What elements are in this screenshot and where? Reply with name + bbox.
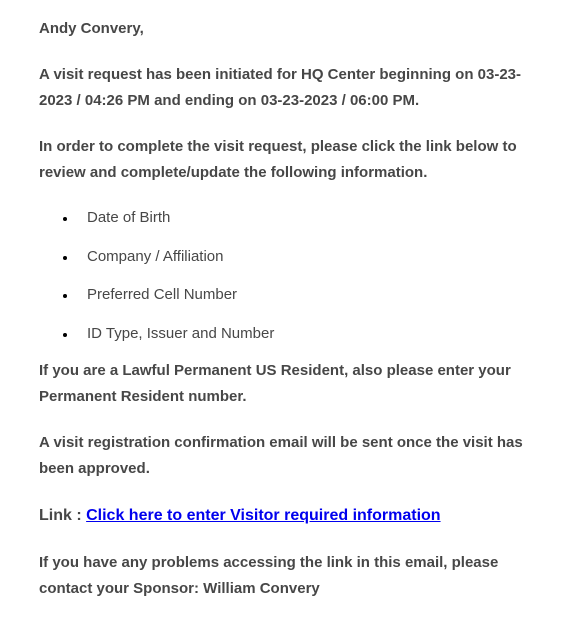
list-item <box>39 244 274 283</box>
confirmation-note-paragraph: A visit registration confirmation email will be sent once the visit has been approved. <box>39 434 523 477</box>
problems-note-paragraph: If you have any problems accessing the link in this email, please contact your Sponsor: William Convery <box>39 554 499 597</box>
required-info-list <box>39 205 274 359</box>
list-item <box>39 321 274 360</box>
list-item-label: Company / Affiliation <box>87 247 224 265</box>
list-item <box>39 282 274 321</box>
list-item-label: Date of Birth <box>87 209 171 226</box>
bullet-icon <box>63 217 67 221</box>
bullet-icon <box>63 333 67 337</box>
bullet-icon <box>63 294 67 298</box>
list-item <box>39 205 274 244</box>
visitor-info-link[interactable]: Click here to enter Visitor required information <box>86 507 441 524</box>
link-prefix: Link : <box>39 507 87 524</box>
visit-intro-paragraph: A visit request has been initiated for HQ Center beginning on 03-23-2023 / 04:26 PM and ending on 03-23-2023 / 06:00 PM. <box>39 66 522 109</box>
link-line <box>39 503 441 529</box>
greeting: Andy Convery, <box>39 20 144 37</box>
list-item-label: ID Type, Issuer and Number <box>87 324 275 342</box>
instructions-paragraph: In order to complete the visit request, please click the link below to review and complete/update the following information. <box>39 138 517 181</box>
bullet-icon <box>63 256 67 260</box>
list-item-label: Preferred Cell Number <box>87 286 238 303</box>
resident-note-paragraph: If you are a Lawful Permanent US Resident, also please enter your Permanent Resident number. <box>39 362 511 405</box>
